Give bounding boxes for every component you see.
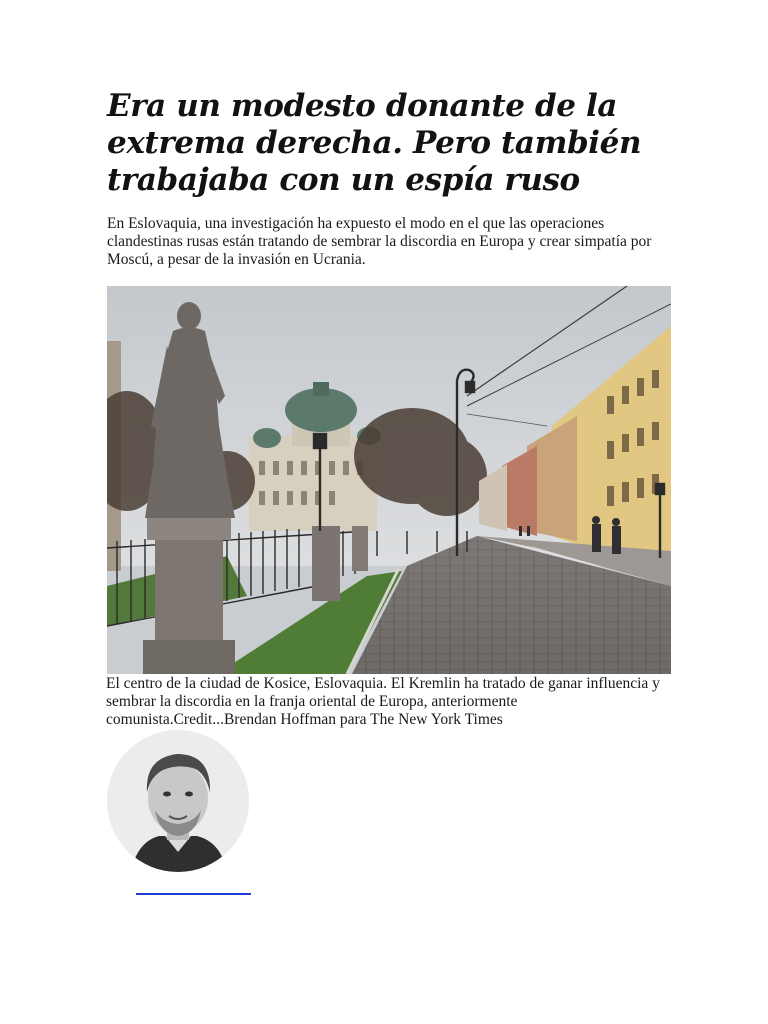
kosice-street-photo: [107, 286, 671, 674]
author-avatar: [107, 730, 249, 872]
statue-pedestal: [143, 518, 235, 674]
stone-pillar: [352, 526, 368, 571]
stone-pillar: [312, 526, 340, 601]
avatar-icon: [107, 730, 249, 872]
article-summary: En Eslovaquia, una investigación ha expuesto el modo en el que las operaciones clandestinas rusas están tratando de sembrar la discordia en Europa y crear simpatía por Moscú, a pesar de la invasión en Ucrania.: [107, 215, 652, 268]
article-photo: [107, 286, 671, 674]
photo-caption: El centro de la ciudad de Kosice, Eslovaquia. El Kremlin ha tratado de ganar influencia y sembrar la discordia en la franja oriental de Europa, anteriormente comunista.Credit...Brendan Hoffman para The New York Times: [106, 675, 660, 728]
article-headline: Era un modesto donante de la extrema derecha. Pero también trabajaba con un espía ruso: [107, 88, 642, 198]
author-link[interactable]: [136, 893, 251, 895]
